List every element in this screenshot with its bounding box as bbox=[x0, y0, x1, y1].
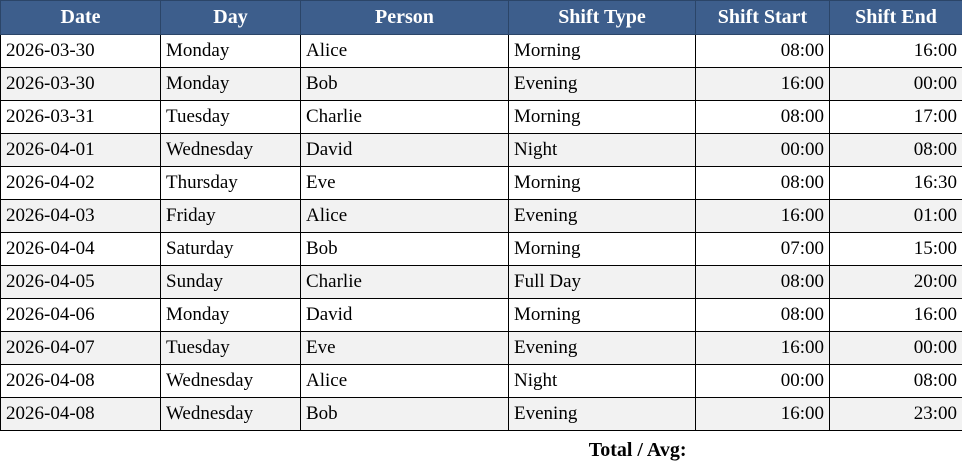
cell-date: 2026-04-08 bbox=[1, 365, 161, 398]
cell-person: Eve bbox=[301, 332, 509, 365]
table-row bbox=[1, 101, 962, 134]
table-row bbox=[1, 233, 962, 266]
cell-person: Charlie bbox=[301, 101, 509, 134]
cell-shift-end: 16:00 bbox=[830, 35, 962, 68]
cell-day: Monday bbox=[161, 299, 301, 332]
cell-person: Alice bbox=[301, 365, 509, 398]
cell-date: 2026-04-08 bbox=[1, 398, 161, 431]
cell-shift-type: Night bbox=[509, 365, 696, 398]
column-header-shift-end[interactable]: Shift End bbox=[830, 1, 962, 35]
table-row bbox=[1, 68, 962, 101]
cell-shift-type: Evening bbox=[509, 200, 696, 233]
cell-shift-start: 08:00 bbox=[696, 101, 830, 134]
table-header-row bbox=[1, 1, 962, 35]
cell-day: Saturday bbox=[161, 233, 301, 266]
column-header-shift-start[interactable]: Shift Start bbox=[696, 1, 830, 35]
cell-shift-start: 08:00 bbox=[696, 266, 830, 299]
cell-date: 2026-04-07 bbox=[1, 332, 161, 365]
cell-day: Wednesday bbox=[161, 398, 301, 431]
cell-person: Charlie bbox=[301, 266, 509, 299]
cell-shift-type: Morning bbox=[509, 35, 696, 68]
cell-shift-end: 17:00 bbox=[830, 101, 962, 134]
cell-shift-type: Night bbox=[509, 134, 696, 167]
cell-shift-type: Evening bbox=[509, 68, 696, 101]
cell-date: 2026-04-03 bbox=[1, 200, 161, 233]
table-header bbox=[1, 1, 962, 35]
cell-shift-start: 16:00 bbox=[696, 200, 830, 233]
table-row bbox=[1, 299, 962, 332]
column-header-date[interactable]: Date bbox=[1, 1, 161, 35]
cell-day: Monday bbox=[161, 35, 301, 68]
cell-shift-type: Evening bbox=[509, 398, 696, 431]
table-row bbox=[1, 35, 962, 68]
cell-date: 2026-04-01 bbox=[1, 134, 161, 167]
cell-shift-end: 08:00 bbox=[830, 134, 962, 167]
cell-date: 2026-03-30 bbox=[1, 68, 161, 101]
cell-shift-type: Morning bbox=[509, 101, 696, 134]
cell-shift-type: Morning bbox=[509, 233, 696, 266]
cell-date: 2026-04-05 bbox=[1, 266, 161, 299]
cell-shift-start: 16:00 bbox=[696, 68, 830, 101]
cell-day: Tuesday bbox=[161, 101, 301, 134]
table-row bbox=[1, 167, 962, 200]
cell-day: Thursday bbox=[161, 167, 301, 200]
table-row bbox=[1, 332, 962, 365]
cell-date: 2026-04-02 bbox=[1, 167, 161, 200]
cell-shift-end: 20:00 bbox=[830, 266, 962, 299]
cell-shift-start: 08:00 bbox=[696, 167, 830, 200]
cell-shift-start: 00:00 bbox=[696, 365, 830, 398]
cell-shift-type: Morning bbox=[509, 299, 696, 332]
cell-shift-end: 16:30 bbox=[830, 167, 962, 200]
cell-person: Alice bbox=[301, 35, 509, 68]
cell-date: 2026-03-31 bbox=[1, 101, 161, 134]
cell-day: Friday bbox=[161, 200, 301, 233]
cell-person: Bob bbox=[301, 398, 509, 431]
cell-date: 2026-04-04 bbox=[1, 233, 161, 266]
cell-person: Alice bbox=[301, 200, 509, 233]
cell-shift-end: 15:00 bbox=[830, 233, 962, 266]
total-average-label: Total / Avg: bbox=[1, 431, 696, 467]
cell-shift-start: 08:00 bbox=[696, 35, 830, 68]
table-row bbox=[1, 398, 962, 431]
cell-shift-end: 16:00 bbox=[830, 299, 962, 332]
cell-shift-end: 23:00 bbox=[830, 398, 962, 431]
cell-person: Bob bbox=[301, 68, 509, 101]
column-header-person[interactable]: Person bbox=[301, 1, 509, 35]
cell-shift-end: 00:00 bbox=[830, 68, 962, 101]
cell-shift-start: 16:00 bbox=[696, 332, 830, 365]
cell-shift-start: 16:00 bbox=[696, 398, 830, 431]
cell-day: Tuesday bbox=[161, 332, 301, 365]
cell-day: Wednesday bbox=[161, 365, 301, 398]
cell-shift-type: Morning bbox=[509, 167, 696, 200]
table-body bbox=[1, 35, 962, 431]
column-header-day[interactable]: Day bbox=[161, 1, 301, 35]
cell-day: Monday bbox=[161, 68, 301, 101]
cell-shift-start: 00:00 bbox=[696, 134, 830, 167]
column-header-shift-type[interactable]: Shift Type bbox=[509, 1, 696, 35]
cell-shift-type: Full Day bbox=[509, 266, 696, 299]
cell-shift-end: 01:00 bbox=[830, 200, 962, 233]
cell-day: Wednesday bbox=[161, 134, 301, 167]
table-row bbox=[1, 200, 962, 233]
cell-shift-end: 00:00 bbox=[830, 332, 962, 365]
cell-person: David bbox=[301, 299, 509, 332]
cell-person: Eve bbox=[301, 167, 509, 200]
cell-person: David bbox=[301, 134, 509, 167]
cell-date: 2026-03-30 bbox=[1, 35, 161, 68]
cell-shift-start: 07:00 bbox=[696, 233, 830, 266]
cell-person: Bob bbox=[301, 233, 509, 266]
cell-shift-end: 08:00 bbox=[830, 365, 962, 398]
cell-shift-type: Evening bbox=[509, 332, 696, 365]
cell-date: 2026-04-06 bbox=[1, 299, 161, 332]
table-row bbox=[1, 266, 962, 299]
cell-day: Sunday bbox=[161, 266, 301, 299]
cell-shift-start: 08:00 bbox=[696, 299, 830, 332]
table-row bbox=[1, 365, 962, 398]
table-row bbox=[1, 134, 962, 167]
